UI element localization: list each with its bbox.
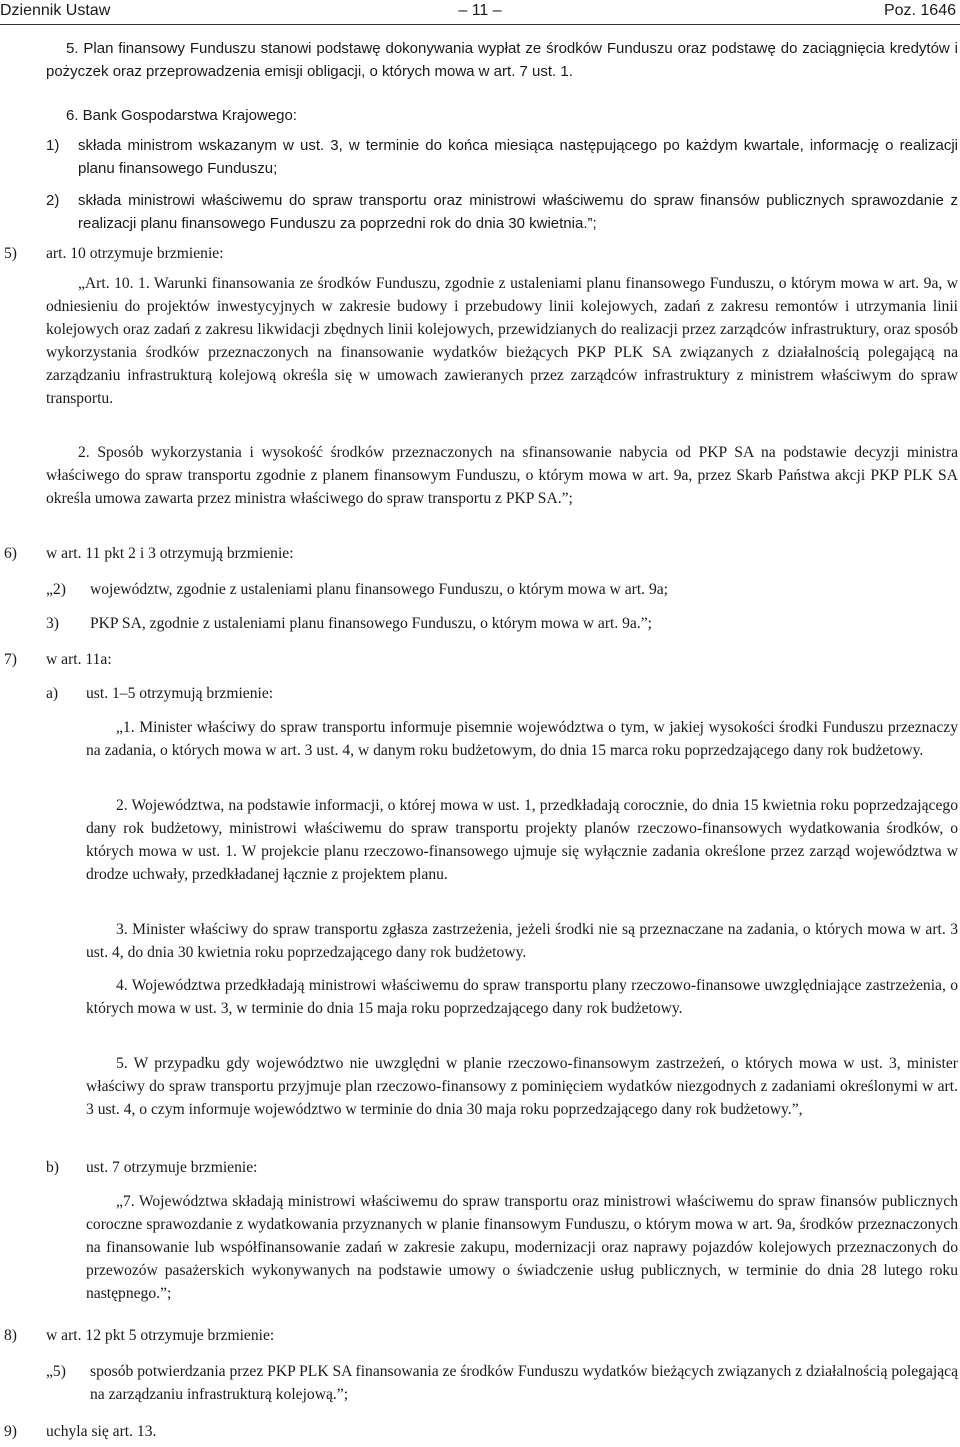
art-11-pkt-3: PKP SA, zgodnie z ustaleniami planu finansowego Funduszu, o którym mowa w art. 9a.”;: [90, 615, 653, 632]
page-header: [0, 0, 960, 22]
paragraph-ust-5: 5. Plan finansowy Funduszu stanowi podstawę dokonywania wypłat ze środków Funduszu oraz podstawę do zaciągnięcia kredytów i pożyczek oraz przeprowadzenia emisji obligacji, o których mowa w art. 7 ust. 1.: [46, 40, 958, 80]
item-9: uchyla się art. 13.: [46, 1423, 157, 1440]
art-11a-ust-1: „1. Minister właściwy do spraw transportu informuje pisemnie województwa o tym, w jakiej wysokości środki Funduszu przeznaczy na zadania, o których mowa w art. 3 ust. 4, w danym roku budżetowym, do dnia 15 marca roku poprzedzającego dany rok budżetowy.: [86, 719, 958, 759]
item-7-intro: w art. 11a:: [46, 651, 112, 668]
art-10-ust-1: „Art. 10. 1. Warunki finansowania ze środków Funduszu, zgodnie z ustaleniami planu finansowego Funduszu, o którym mowa w art. 9a, w odniesieniu do projektów inwestycyjnych w zakresie budowy i przebudowy linii kolejowych, zadań z zakresu remontów i utrzymania linii kolejowych oraz zadań z zakresu likwidacji zbędnych linii kolejowych, przewidzianych do realizacji przez zarządców infrastruktury, oraz sposób wykorzystania środków przeznaczonych na finansowanie wydatków bieżących PKP PLK SA związanych z działalnością polegającą na zarządzaniu infrastrukturą kolejową określa się w umowach zawieranych przez zarządców infrastruktury z ministrem właściwym do spraw transportu.: [46, 275, 958, 407]
item-number: 3): [46, 615, 59, 632]
journal-title: Dziennik Ustaw: [0, 2, 111, 19]
art-12-pkt-5: sposób potwierdzania przez PKP PLK SA finansowania ze środków Funduszu wydatków bieżących związanych z działalnością polegającą na zarządzaniu infrastrukturą kolejową.”;: [90, 1363, 958, 1403]
item-number: 9): [4, 1423, 17, 1440]
art-10-ust-2: 2. Sposób wykorzystania i wysokość środków przeznaczonych na sfinansowanie nabycia od PKP SA na podstawie decyzji ministra właściwego do spraw transportu zgodnie z planem finansowym Funduszu, o którym mowa w art. 9a, przez Skarb Państwa akcji PKP PLK SA określa umowa zawarta przez ministra właściwego do spraw transportu z PKP SA.”;: [46, 444, 958, 507]
art-11a-ust-7: „7. Województwa składają ministrowi właściwemu do spraw transportu oraz ministrowi właściwemu do spraw finansów publicznych coroczne sprawozdanie z wydatkowania przyznanych w planie finansowym Funduszu, o którym mowa w art. 9a, środków przeznaczonych na finansowanie lub współfinansowanie zadań w zakresie zakupu, modernizacji oraz naprawy pojazdów kolejowych przeznaczonych do przewozów pasażerskich wykonywanych na podstawie umowy o świadczenie usług publicznych, w terminie do dnia 28 lutego roku następnego.”;: [86, 1193, 958, 1302]
art-11a-ust-2: 2. Województwa, na podstawie informacji, o której mowa w ust. 1, przedkładają corocznie, do dnia 15 kwietnia roku poprzedzającego dany rok budżetowy, ministrowi właściwemu do spraw transportu projekty planów rzeczowo-finansowych wydatkowania środków, o których mowa w ust. 1. W projekcie planu rzeczowo-finansowego ujmuje się wyłącznie zadania określone przez zarząd województwa w drodze uchwały, przedkładanej łącznie z projektem planu.: [86, 797, 958, 883]
item-number: 1): [46, 137, 60, 154]
item-number: 6): [4, 545, 17, 562]
item-number: 7): [4, 651, 17, 668]
art-11a-ust-4: 4. Województwa przedkładają ministrowi właściwemu do spraw transportu plany rzeczowo-finansowe uwzględniające zastrzeżenia, o których mowa w ust. 3, w terminie do dnia 15 maja roku poprzedzającego dany rok budżetowy.: [86, 977, 958, 1017]
art-11a-ust-5: 5. W przypadku gdy województwo nie uwzględni w planie rzeczowo-finansowym zastrzeżeń, o których mowa w ust. 3, minister właściwy do spraw transportu przyjmuje plan rzeczowo-finansowy z pominięciem wydatków niezgodnych z zadaniami określonymi w art. 3 ust. 4, o czym informuje województwo w terminie do dnia 30 maja roku poprzedzającego dany rok budżetowy.”,: [86, 1055, 958, 1118]
item-letter: b): [46, 1159, 59, 1176]
item-letter: a): [46, 685, 59, 702]
item-5-intro: art. 10 otrzymuje brzmienie:: [46, 245, 224, 262]
item-8-intro: w art. 12 pkt 5 otrzymuje brzmienie:: [46, 1327, 275, 1344]
position-number: Poz. 1646: [883, 2, 956, 19]
paragraph-ust-6: 6. Bank Gospodarstwa Krajowego:: [66, 107, 297, 124]
header-rule: [0, 24, 960, 25]
item-7b-intro: ust. 7 otrzymuje brzmienie:: [86, 1159, 258, 1176]
paragraph-ust-6-pkt-1: składa ministrom wskazanym w ust. 3, w terminie do końca miesiąca następującego po każdym kwartale, informację o realizacji planu finansowego Funduszu;: [78, 137, 958, 177]
item-7a-intro: ust. 1–5 otrzymują brzmienie:: [86, 685, 274, 702]
item-number: 2): [46, 192, 60, 209]
item-6-intro: w art. 11 pkt 2 i 3 otrzymują brzmienie:: [46, 545, 294, 562]
paragraph-ust-6-pkt-2: składa ministrowi właściwemu do spraw transportu oraz ministrowi właściwemu do spraw finansów publicznych sprawozdanie z realizacji planu finansowego Funduszu za poprzedni rok do dnia 30 kwietnia.”;: [78, 192, 958, 232]
item-number: „2): [46, 581, 66, 598]
item-number: 8): [4, 1327, 17, 1344]
page-number: – 11 –: [458, 2, 502, 19]
art-11-pkt-2: województw, zgodnie z ustaleniami planu finansowego Funduszu, o którym mowa w art. 9a;: [90, 581, 668, 598]
item-number: „5): [46, 1363, 66, 1380]
art-11a-ust-3: 3. Minister właściwy do spraw transportu zgłasza zastrzeżenia, jeżeli środki nie są przeznaczane na zadania, o których mowa w art. 3 ust. 4, do dnia 30 kwietnia roku poprzedzającego dany rok budżetowy.: [86, 921, 958, 961]
item-number: 5): [4, 245, 17, 262]
